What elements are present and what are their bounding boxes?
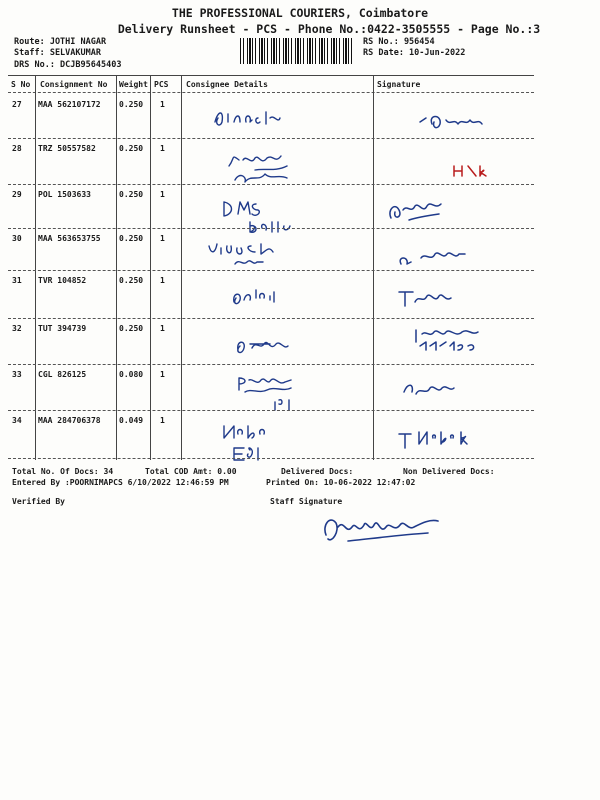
row-pcs: 1 [160,324,165,333]
row-signature-handwriting [395,420,525,460]
row-weight: 0.250 [119,234,144,243]
row-sno: 34 [12,416,22,425]
total-docs: Total No. Of Docs: 34 [12,467,114,476]
row-consignment-no: MAA 563653755 [38,234,101,243]
row-consignee-handwriting [220,194,350,240]
row-weight: 0.250 [119,190,144,199]
non-delivered-docs: Non Delivered Docs: [403,467,495,476]
row-consignment-no: CGL 826125 [38,370,87,379]
company-title: THE PROFESSIONAL COURIERS, Coimbatore [171,6,429,20]
verified-by: Verified By [12,497,65,506]
row-weight: 0.250 [119,324,144,333]
col-header-pcs: PCS [154,80,169,89]
col-divider [35,75,36,460]
row-consignment-no: MAA 562107172 [38,100,101,109]
row-pcs: 1 [160,190,165,199]
row-pcs: 1 [160,416,165,425]
row-weight: 0.250 [119,144,144,153]
col-header-consignee: Consignee Details [186,80,268,89]
drs-number: DRS No.: DCJB95645403 [14,60,122,70]
row-sno: 32 [12,324,22,333]
row-signature-handwriting [395,242,525,282]
total-cod: Total COD Amt: 0.00 [145,467,237,476]
col-divider [181,75,182,460]
row-signature-handwriting [410,108,540,148]
row-consignment-no: TVR 104852 [38,276,87,285]
staff-signature-scribble [318,505,458,550]
row-pcs: 1 [160,370,165,379]
row-divider [8,318,534,319]
row-divider [8,410,534,411]
row-weight: 0.250 [119,276,144,285]
table-top-rule [8,75,534,76]
col-divider [373,75,374,460]
rs-number: RS No.: 956454 [363,37,435,47]
col-header-signature: Signature [377,80,421,89]
col-header-weight: Weight [119,80,148,89]
row-signature-handwriting [395,282,525,322]
row-sno: 31 [12,276,22,285]
row-consignment-no: MAA 284706378 [38,416,101,425]
row-consignment-no: TUT 394739 [38,324,87,333]
row-weight: 0.250 [119,100,144,109]
rs-date: RS Date: 10-Jun-2022 [363,48,466,58]
row-divider [8,364,534,365]
row-sno: 28 [12,144,22,153]
route-label: Route: JOTHI NAGAR [14,37,107,47]
row-divider [8,138,534,139]
col-divider [116,75,117,460]
col-header-sno: S No [11,80,31,89]
row-signature-handwriting [385,192,515,232]
barcode-image [240,38,352,64]
delivered-docs: Delivered Docs: [281,467,354,476]
row-sno: 33 [12,370,22,379]
row-divider [8,270,534,271]
row-pcs: 1 [160,234,165,243]
row-weight: 0.080 [119,370,144,379]
row-consignee-handwriting [205,236,335,282]
staff-label: Staff: SELVAKUMAR [14,48,101,58]
row-sno: 30 [12,234,22,243]
printed-on: Printed On: 10-06-2022 12:47:02 [266,478,416,487]
row-sno: 27 [12,100,22,109]
runsheet-subtitle: Delivery Runsheet - PCS - Phone No.:0422-3505555 - Page No.:3 [117,22,541,36]
row-pcs: 1 [160,276,165,285]
table-header-rule [8,92,534,93]
staff-signature-label: Staff Signature [270,497,343,506]
entered-by: Entered By :POORNIMAPCS 6/10/2022 12:46:59 PM [12,478,229,487]
row-divider [8,184,534,185]
row-sno: 29 [12,190,22,199]
row-divider [8,458,534,459]
col-divider [150,75,151,460]
row-consignment-no: POL 1503633 [38,190,91,199]
row-consignment-no: TRZ 50557582 [38,144,96,153]
row-divider [8,228,534,229]
col-header-consignment: Consignment No [40,80,108,89]
row-consignee-handwriting [210,104,340,150]
row-weight: 0.049 [119,416,144,425]
row-consignee-handwriting [225,146,355,192]
row-signature-handwriting [410,326,540,366]
row-consignee-handwriting [230,282,360,328]
row-pcs: 1 [160,144,165,153]
row-signature-handwriting [450,152,580,192]
row-pcs: 1 [160,100,165,109]
